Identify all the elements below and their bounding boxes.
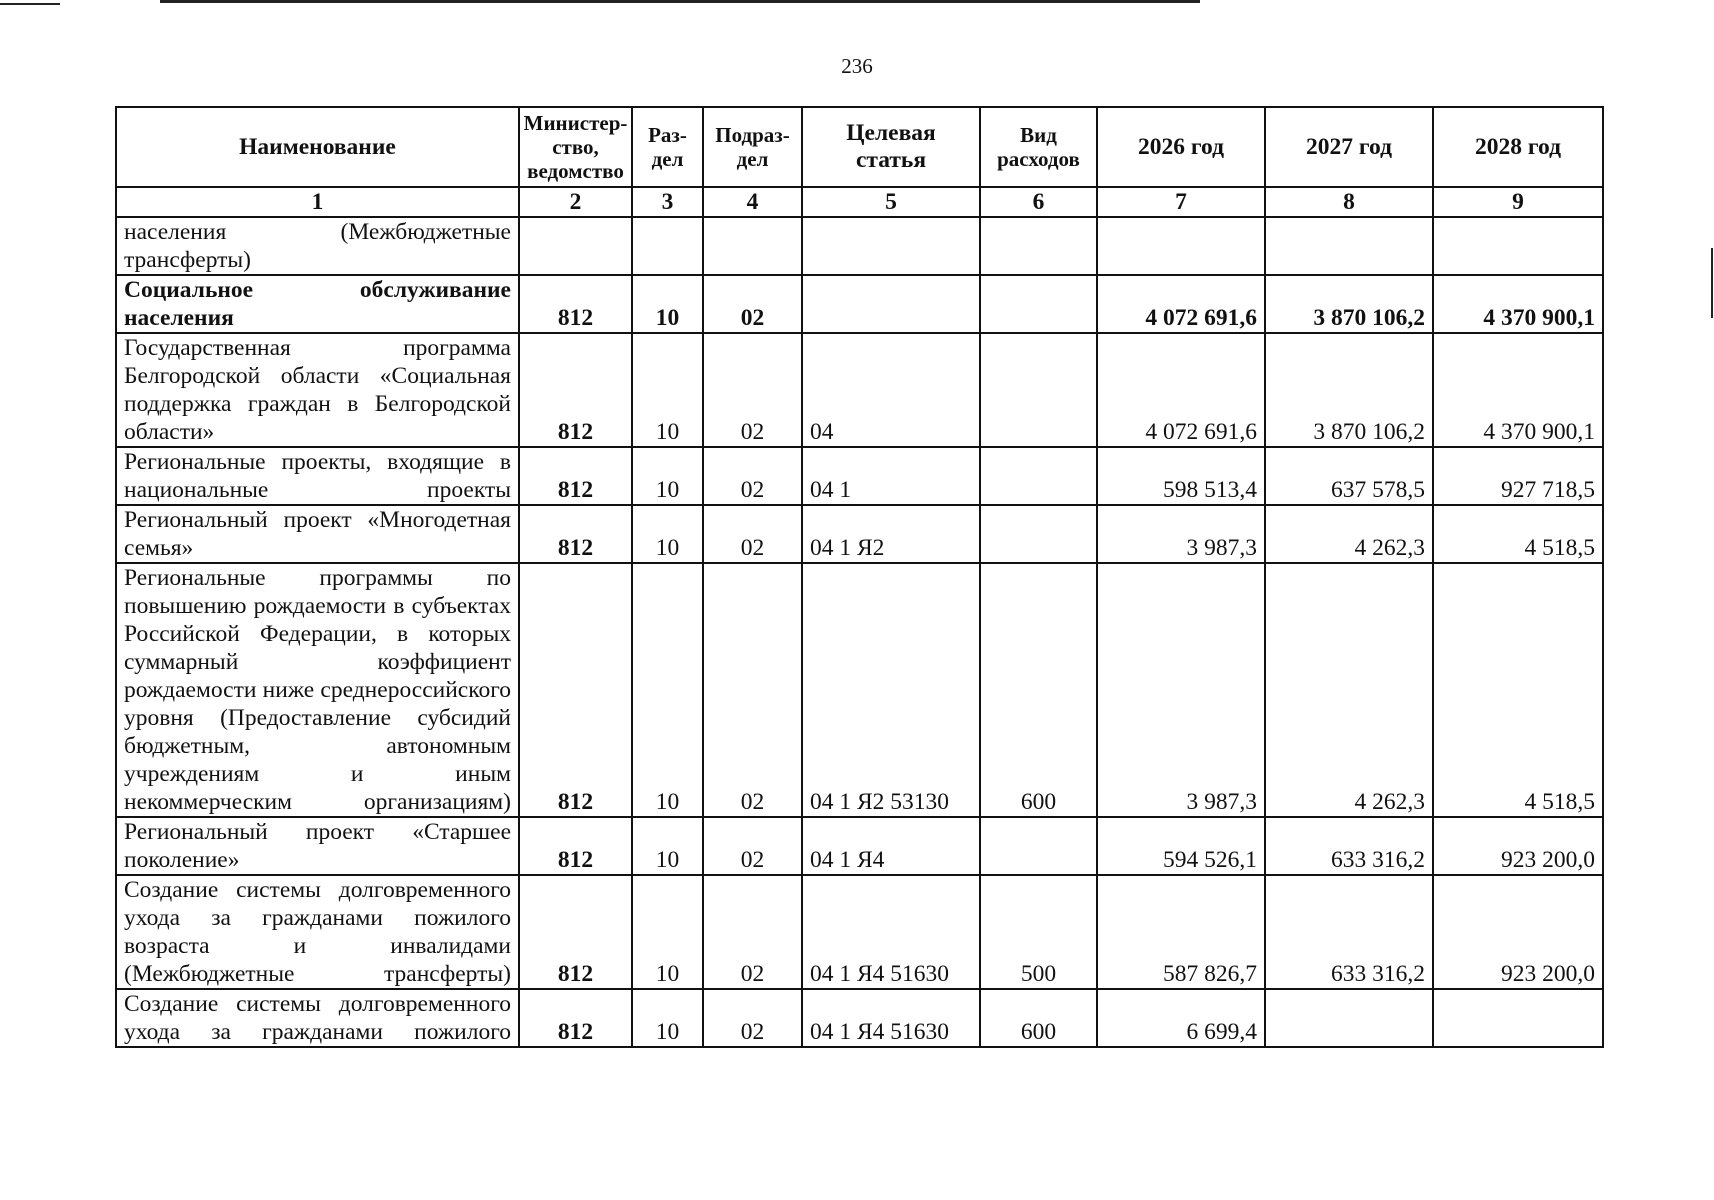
cell-2026 (1097, 217, 1265, 275)
cell-expense-type (980, 817, 1097, 875)
cell-section: 10 (632, 875, 703, 989)
cell-expense-type (980, 333, 1097, 447)
cell-2026: 3 987,3 (1097, 563, 1265, 817)
header-ministry: Министер-ство, ведомство (519, 107, 632, 187)
cell-name: Региональный проект «Многодетная семья» (116, 505, 519, 563)
cell-target: 04 1 Я2 53130 (802, 563, 980, 817)
cell-2028: 927 718,5 (1433, 447, 1603, 505)
page-number: 236 (841, 54, 873, 78)
cell-subsection: 02 (703, 817, 802, 875)
cell-name: Региональный проект «Старшее поколение» (116, 817, 519, 875)
cell-ministry: 812 (519, 447, 632, 505)
cell-target: 04 1 Я4 51630 (802, 875, 980, 989)
scan-top-line-left (0, 3, 60, 5)
cell-ministry: 812 (519, 275, 632, 333)
header-name: Наименование (116, 107, 519, 187)
cell-2027 (1265, 217, 1433, 275)
cell-ministry: 812 (519, 875, 632, 989)
cell-2026: 587 826,7 (1097, 875, 1265, 989)
cell-name: Создание системы долговременного ухода за гражданами пожилого возраста и инвалидами (Межбюджетные трансферты) (116, 875, 519, 989)
cell-name: Социальное обслуживание населения (116, 275, 519, 333)
cell-target: 04 1 Я4 51630 (802, 989, 980, 1047)
cell-subsection: 02 (703, 333, 802, 447)
header-target: Целевая статья (802, 107, 980, 187)
cell-section: 10 (632, 817, 703, 875)
cell-target (802, 275, 980, 333)
header-subsection: Подраз-дел (703, 107, 802, 187)
table-row (116, 817, 1603, 875)
column-number: 6 (980, 187, 1097, 217)
cell-ministry: 812 (519, 505, 632, 563)
cell-subsection: 02 (703, 563, 802, 817)
cell-name: Региональные проекты, входящие в национальные проекты (116, 447, 519, 505)
cell-subsection (703, 217, 802, 275)
cell-2026: 594 526,1 (1097, 817, 1265, 875)
cell-expense-type (980, 505, 1097, 563)
cell-section: 10 (632, 505, 703, 563)
header-2027: 2027 год (1265, 107, 1433, 187)
cell-section: 10 (632, 275, 703, 333)
header-2026: 2026 год (1097, 107, 1265, 187)
cell-expense-type: 600 (980, 563, 1097, 817)
table-row (116, 447, 1603, 505)
table-row (116, 217, 1603, 275)
cell-target: 04 1 Я4 (802, 817, 980, 875)
cell-subsection: 02 (703, 447, 802, 505)
cell-expense-type: 600 (980, 989, 1097, 1047)
column-number: 3 (632, 187, 703, 217)
column-number: 2 (519, 187, 632, 217)
cell-name: населения (Межбюджетные трансферты) (116, 217, 519, 275)
budget-table (115, 106, 1604, 1048)
cell-2027: 633 316,2 (1265, 875, 1433, 989)
cell-2027 (1265, 989, 1433, 1047)
cell-2028: 4 370 900,1 (1433, 275, 1603, 333)
table-row (116, 333, 1603, 447)
cell-ministry (519, 217, 632, 275)
cell-2028: 4 518,5 (1433, 563, 1603, 817)
column-number: 9 (1433, 187, 1603, 217)
header-row (116, 107, 1603, 187)
table-row (116, 505, 1603, 563)
header-expense-type: Вид расходов (980, 107, 1097, 187)
cell-ministry: 812 (519, 989, 632, 1047)
cell-section: 10 (632, 563, 703, 817)
cell-2026: 6 699,4 (1097, 989, 1265, 1047)
cell-name: Государственная программа Белгородской области «Социальная поддержка граждан в Белгородской области» (116, 333, 519, 447)
cell-target: 04 1 (802, 447, 980, 505)
column-number: 8 (1265, 187, 1433, 217)
cell-2027: 633 316,2 (1265, 817, 1433, 875)
cell-2026: 598 513,4 (1097, 447, 1265, 505)
cell-subsection: 02 (703, 989, 802, 1047)
cell-2028: 4 370 900,1 (1433, 333, 1603, 447)
cell-section: 10 (632, 989, 703, 1047)
cell-target: 04 1 Я2 (802, 505, 980, 563)
cell-2026: 4 072 691,6 (1097, 333, 1265, 447)
cell-2028: 923 200,0 (1433, 875, 1603, 989)
table-row (116, 875, 1603, 989)
cell-ministry: 812 (519, 817, 632, 875)
cell-section: 10 (632, 333, 703, 447)
header-section: Раз-дел (632, 107, 703, 187)
cell-2027: 3 870 106,2 (1265, 333, 1433, 447)
cell-subsection: 02 (703, 875, 802, 989)
cell-2027: 3 870 106,2 (1265, 275, 1433, 333)
column-number: 5 (802, 187, 980, 217)
column-number: 7 (1097, 187, 1265, 217)
cell-name: Создание системы долговременного ухода за гражданами пожилого (116, 989, 519, 1047)
cell-2027: 637 578,5 (1265, 447, 1433, 505)
cell-2026: 4 072 691,6 (1097, 275, 1265, 333)
cell-expense-type: 500 (980, 875, 1097, 989)
header-2028: 2028 год (1433, 107, 1603, 187)
column-number: 1 (116, 187, 519, 217)
cell-2028: 4 518,5 (1433, 505, 1603, 563)
table-row (116, 563, 1603, 817)
cell-name: Региональные программы по повышению рождаемости в субъектах Российской Федерации, в которых суммарный коэффициент рождаемости ниже среднероссийского уровня (Предоставление субсидий бюджетным, автономным учреждениям и иным некоммерческим организациям) (116, 563, 519, 817)
table-row (116, 275, 1603, 333)
scan-top-line-right (160, 0, 1200, 3)
cell-2028: 923 200,0 (1433, 817, 1603, 875)
cell-2027: 4 262,3 (1265, 505, 1433, 563)
cell-2028 (1433, 217, 1603, 275)
cell-section (632, 217, 703, 275)
cell-expense-type (980, 447, 1097, 505)
scan-right-edge-line (1711, 248, 1713, 318)
cell-ministry: 812 (519, 563, 632, 817)
cell-2026: 3 987,3 (1097, 505, 1265, 563)
cell-expense-type (980, 275, 1097, 333)
cell-expense-type (980, 217, 1097, 275)
table-row (116, 989, 1603, 1047)
cell-subsection: 02 (703, 505, 802, 563)
cell-2028 (1433, 989, 1603, 1047)
column-number: 4 (703, 187, 802, 217)
cell-target (802, 217, 980, 275)
cell-2027: 4 262,3 (1265, 563, 1433, 817)
column-number-row (116, 187, 1603, 217)
cell-target: 04 (802, 333, 980, 447)
cell-section: 10 (632, 447, 703, 505)
cell-subsection: 02 (703, 275, 802, 333)
cell-ministry: 812 (519, 333, 632, 447)
